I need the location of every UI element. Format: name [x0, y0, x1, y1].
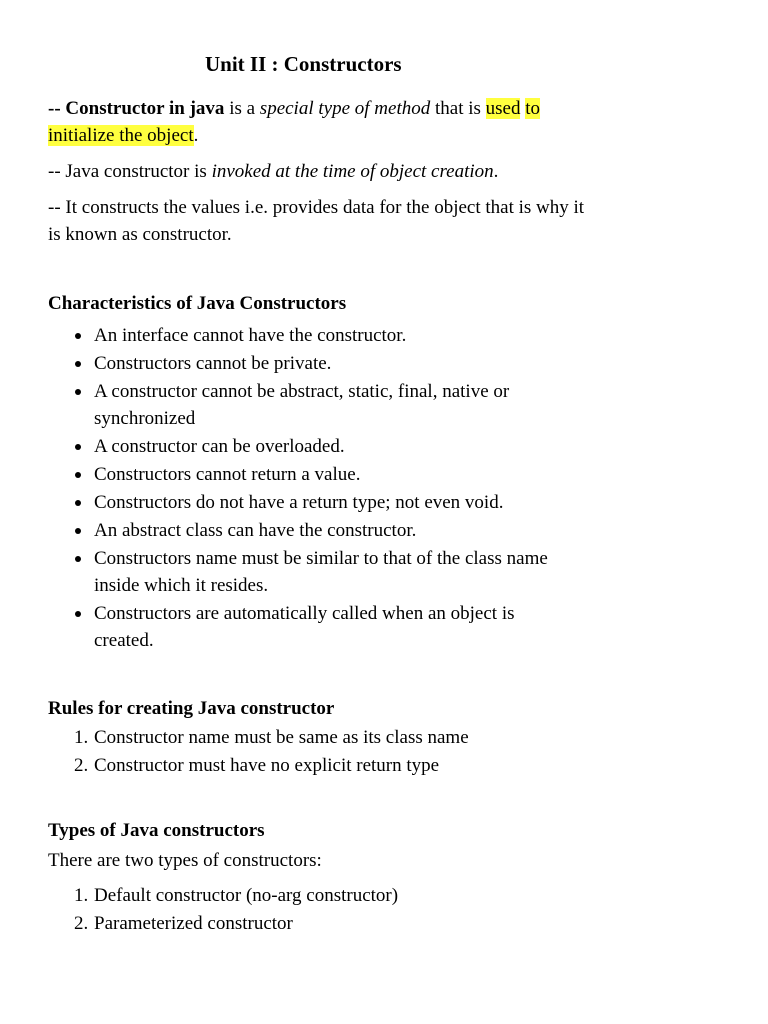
list-item [48, 461, 548, 488]
characteristics-list [48, 322, 548, 655]
invocation-period: . [493, 161, 499, 182]
list-item [48, 882, 568, 910]
list-item [48, 517, 548, 544]
invocation-emphasis: invoked at the time of object creation [211, 161, 494, 182]
list-item-text: Constructor must have no explicit return type [94, 755, 440, 776]
list-item [48, 378, 548, 432]
rules-list [48, 724, 568, 780]
bullet-icon [75, 361, 81, 367]
bullet-icon [75, 611, 81, 617]
list-item-text: Parameterized constructor [94, 913, 293, 934]
list-item [48, 545, 548, 599]
bullet-icon [75, 333, 81, 339]
types-list [48, 882, 568, 938]
highlighted-text-2: to initialize the object [48, 98, 541, 146]
list-item [48, 910, 568, 938]
list-item [48, 724, 568, 752]
definition-text-2: that is [430, 98, 486, 119]
bullet-icon [75, 556, 81, 562]
list-item [48, 489, 548, 516]
list-item-text: Constructors cannot be private. [94, 353, 332, 374]
list-item [48, 600, 548, 654]
bullet-icon [75, 444, 81, 450]
list-item [48, 322, 548, 349]
definition-paragraph [48, 95, 588, 149]
list-item-text: Constructors do not have a return type; not even void. [94, 492, 504, 513]
invocation-text: -- Java constructor is [48, 161, 212, 182]
list-item-text: An abstract class can have the constructor. [94, 520, 417, 541]
list-number: 1. [74, 727, 89, 748]
list-item [48, 752, 568, 780]
list-item-text: Default constructor (no-arg constructor) [94, 885, 399, 906]
list-item [48, 433, 548, 460]
types-intro: There are two types of constructors: [48, 850, 322, 871]
list-item-text: A constructor cannot be abstract, static, final, native or synchronized [94, 381, 510, 429]
characteristics-heading: Characteristics of Java Constructors [48, 293, 347, 314]
highlighted-text-1: used [485, 98, 521, 119]
definition-emphasis: special type of method [259, 98, 431, 119]
list-item-text: Constructor name must be same as its class name [94, 727, 469, 748]
list-item-text: An interface cannot have the constructor. [94, 325, 407, 346]
definition-term: -- Constructor in java [48, 98, 225, 119]
list-number: 2. [74, 913, 89, 934]
list-number: 2. [74, 755, 89, 776]
page-title: Unit II : Constructors [205, 52, 402, 76]
list-item-text: Constructors cannot return a value. [94, 464, 361, 485]
bullet-icon [75, 528, 81, 534]
definition-period: . [193, 125, 199, 146]
list-number: 1. [74, 885, 89, 906]
list-item-text: Constructors are automatically called when an object is created. [94, 603, 515, 651]
bullet-icon [75, 500, 81, 506]
bullet-icon [75, 472, 81, 478]
purpose-paragraph: -- It constructs the values i.e. provides data for the object that is why it is known as constructor. [48, 197, 585, 245]
invocation-paragraph [48, 158, 588, 185]
list-item-text: Constructors name must be similar to that of the class name inside which it resides. [94, 548, 548, 596]
bullet-icon [75, 389, 81, 395]
rules-heading: Rules for creating Java constructor [48, 698, 335, 719]
definition-text-1: is a [224, 98, 260, 119]
list-item-text: A constructor can be overloaded. [94, 436, 345, 457]
types-heading: Types of Java constructors [48, 820, 265, 841]
list-item [48, 350, 548, 377]
